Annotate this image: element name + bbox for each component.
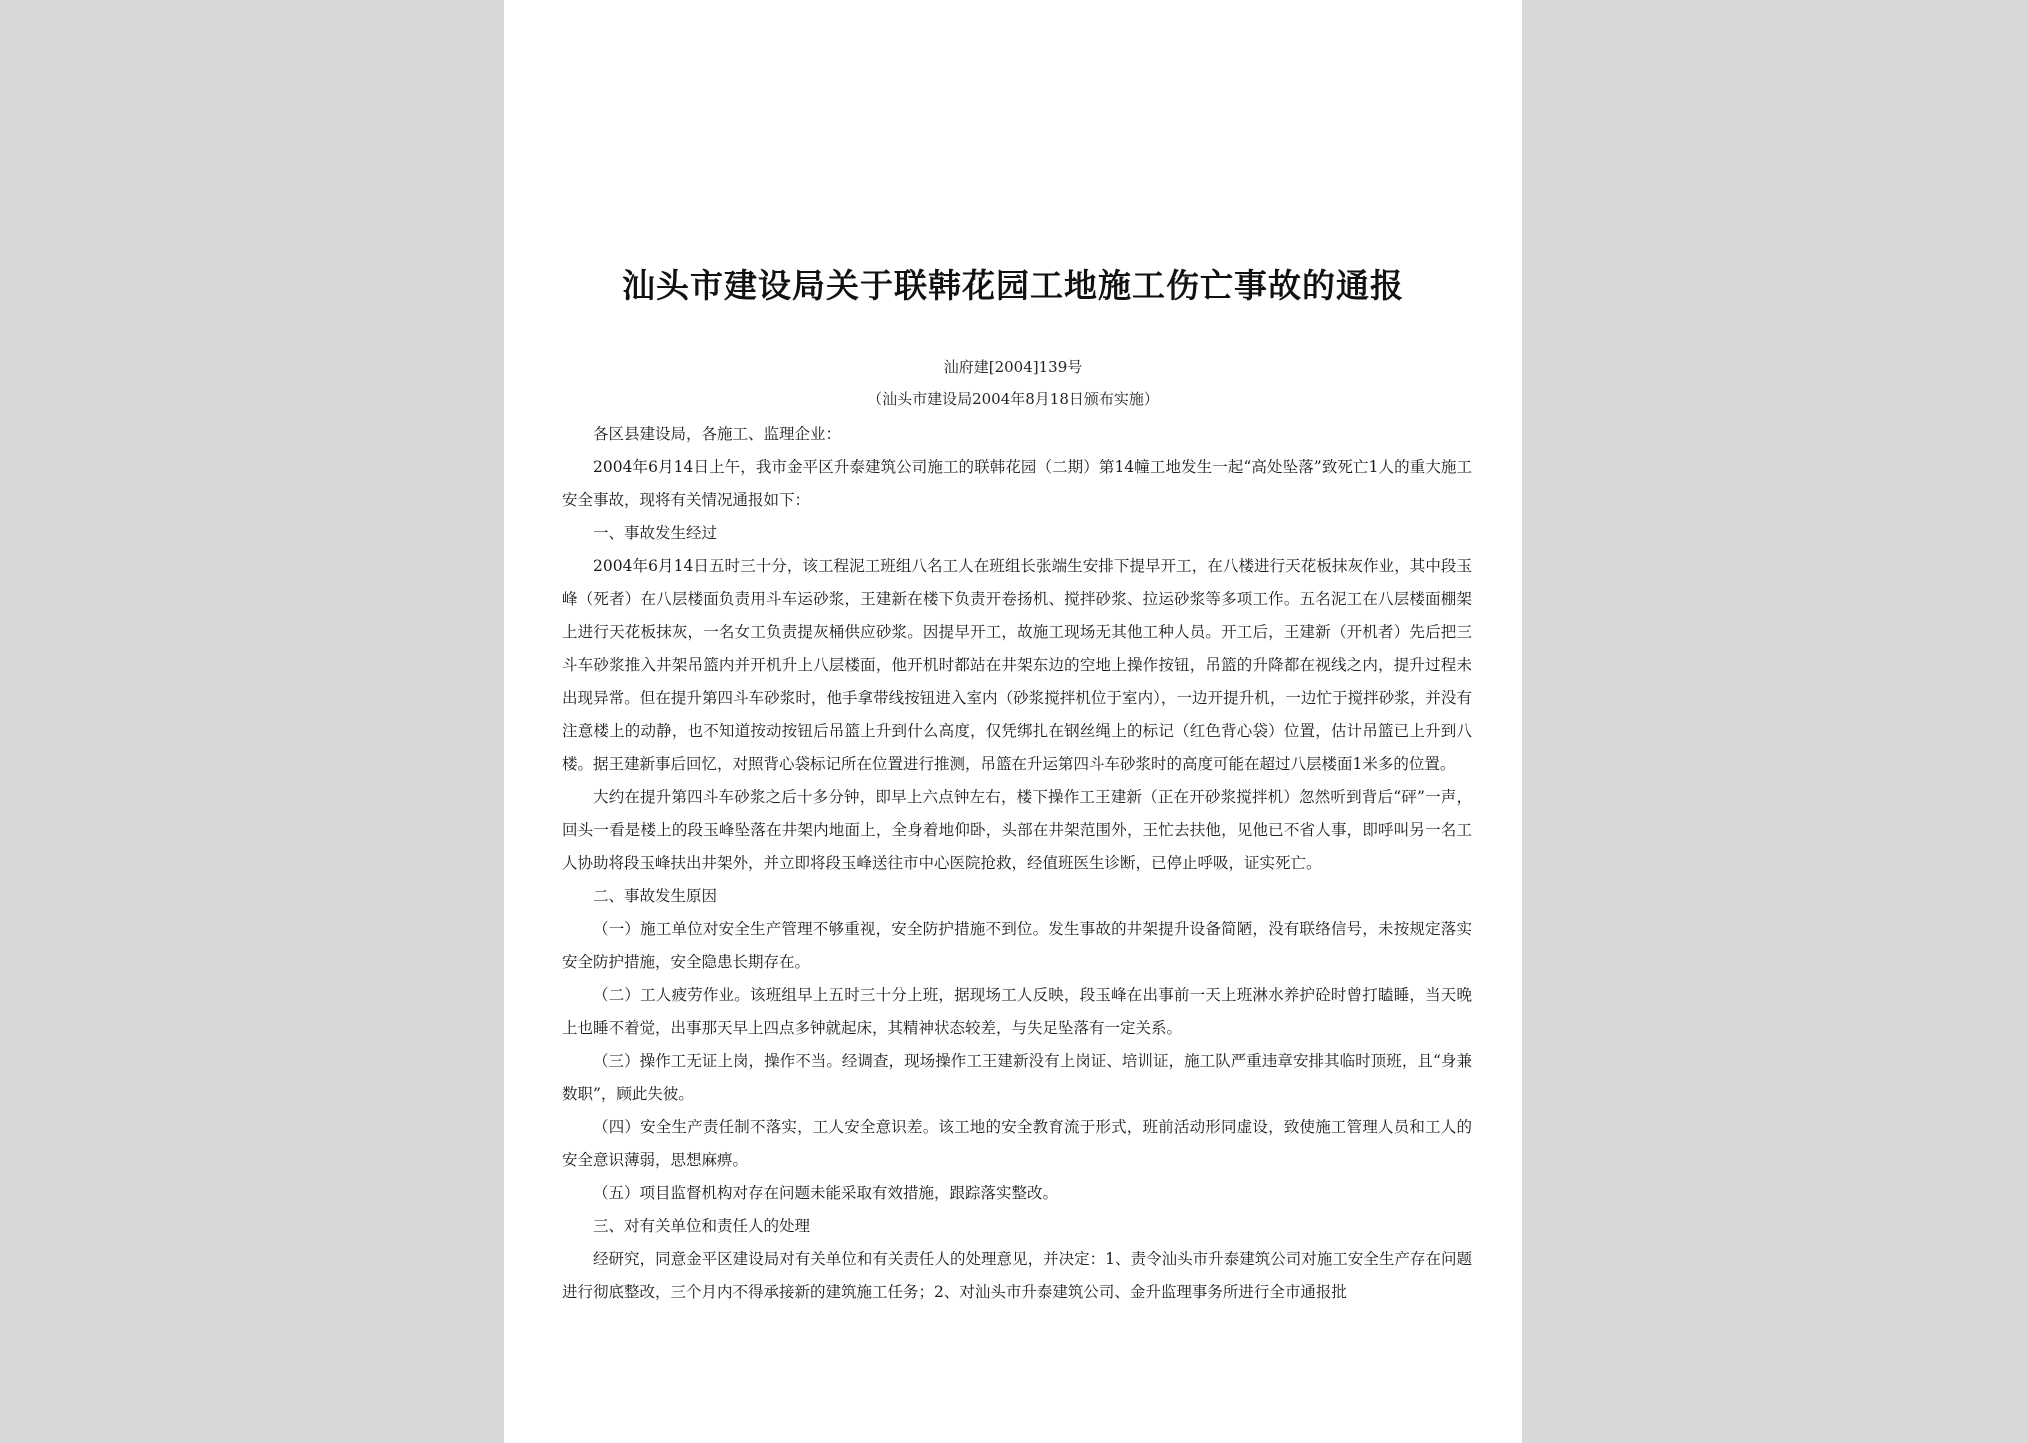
paragraph: 2004年6月14日五时三十分，该工程泥工班组八名工人在班组长张端生安排下提早开工，在八楼进行天花板抹灰作业，其中段玉峰（死者）在八层楼面负责用斗车运砂浆，王建新在楼下负责开卷扬机、搅拌砂浆、拉运砂浆等多项工作。五名泥工在八层楼面棚架上进行天花板抹灰，一名女工负责提灰桶供应砂浆。因提早开工，故施工现场无其他工种人员。开工后，王建新（开机者）先后把三斗车砂浆推入井架吊篮内并开机升上八层楼面，他开机时都站在井架东边的空地上操作按钮，吊篮的升降都在视线之内，提升过程未出现异常。但在提升第四斗车砂浆时，他手拿带线按钮进入室内（砂浆搅拌机位于室内），一边开提升机，一边忙于搅拌砂浆，并没有注意楼上的动静，也不知道按动按钮后吊篮上升到什么高度，仅凭绑扎在钢丝绳上的标记（红色背心袋）位置，估计吊篮已上升到八楼。据王建新事后回忆，对照背心袋标记所在位置进行推测，吊篮在升运第四斗车砂浆时的高度可能在超过八层楼面1米多的位置。 (562, 557, 1472, 773)
section-heading-1: 一、事故发生经过 (593, 524, 718, 542)
paragraph: （四）安全生产责任制不落实，工人安全意识差。该工地的安全教育流于形式，班前活动形同虚设，致使施工管理人员和工人的安全意识薄弱，思想麻痹。 (562, 1118, 1472, 1169)
document-body (562, 418, 1472, 1309)
intro-paragraph: 2004年6月14日上午，我市金平区升泰建筑公司施工的联韩花园（二期）第14幢工地发生一起“高处坠落”致死亡1人的重大施工安全事故，现将有关情况通报如下： (562, 458, 1472, 509)
document-title: 汕头市建设局关于联韩花园工地施工伤亡事故的通报 (622, 266, 1404, 305)
section-heading-3: 三、对有关单位和责任人的处理 (593, 1217, 811, 1235)
paragraph: （五）项目监督机构对存在问题未能采取有效措施，跟踪落实整改。 (593, 1184, 1059, 1202)
document-number: 汕府建[2004]139号 (943, 358, 1083, 376)
paragraph: 大约在提升第四斗车砂浆之后十多分钟，即早上六点钟左右，楼下操作工王建新（正在开砂浆搅拌机）忽然听到背后“砰”一声，回头一看是楼上的段玉峰坠落在井架内地面上，全身着地仰卧，头部在井架范围外，王忙去扶他，见他已不省人事，即呼叫另一名工人协助将段玉峰扶出井架外，并立即将段玉峰送往市中心医院抢救，经值班医生诊断，已停止呼吸，证实死亡。 (562, 788, 1472, 872)
paragraph: （二）工人疲劳作业。该班组早上五时三十分上班，据现场工人反映，段玉峰在出事前一天上班淋水养护砼时曾打瞌睡，当天晚上也睡不着觉，出事那天早上四点多钟就起床，其精神状态较差，与失足坠落有一定关系。 (562, 986, 1472, 1037)
issue-note: （汕头市建设局2004年8月18日颁布实施） (867, 390, 1159, 408)
paragraph: （一）施工单位对安全生产管理不够重视，安全防护措施不到位。发生事故的井架提升设备简陋，没有联络信号，未按规定落实安全防护措施，安全隐患长期存在。 (562, 920, 1472, 971)
paragraph: （三）操作工无证上岗，操作不当。经调查，现场操作工王建新没有上岗证、培训证，施工队严重违章安排其临时顶班，且“身兼数职”，顾此失彼。 (562, 1052, 1472, 1103)
document-page (504, 0, 1522, 1443)
section-heading-2: 二、事故发生原因 (593, 887, 718, 905)
paragraph: 经研究，同意金平区建设局对有关单位和有关责任人的处理意见，并决定：1、责令汕头市升泰建筑公司对施工安全生产存在问题进行彻底整改，三个月内不得承接新的建筑施工任务；2、对汕头市升泰建筑公司、金升监理事务所进行全市通报批 (562, 1250, 1472, 1301)
salutation: 各区县建设局，各施工、监理企业： (593, 425, 842, 443)
